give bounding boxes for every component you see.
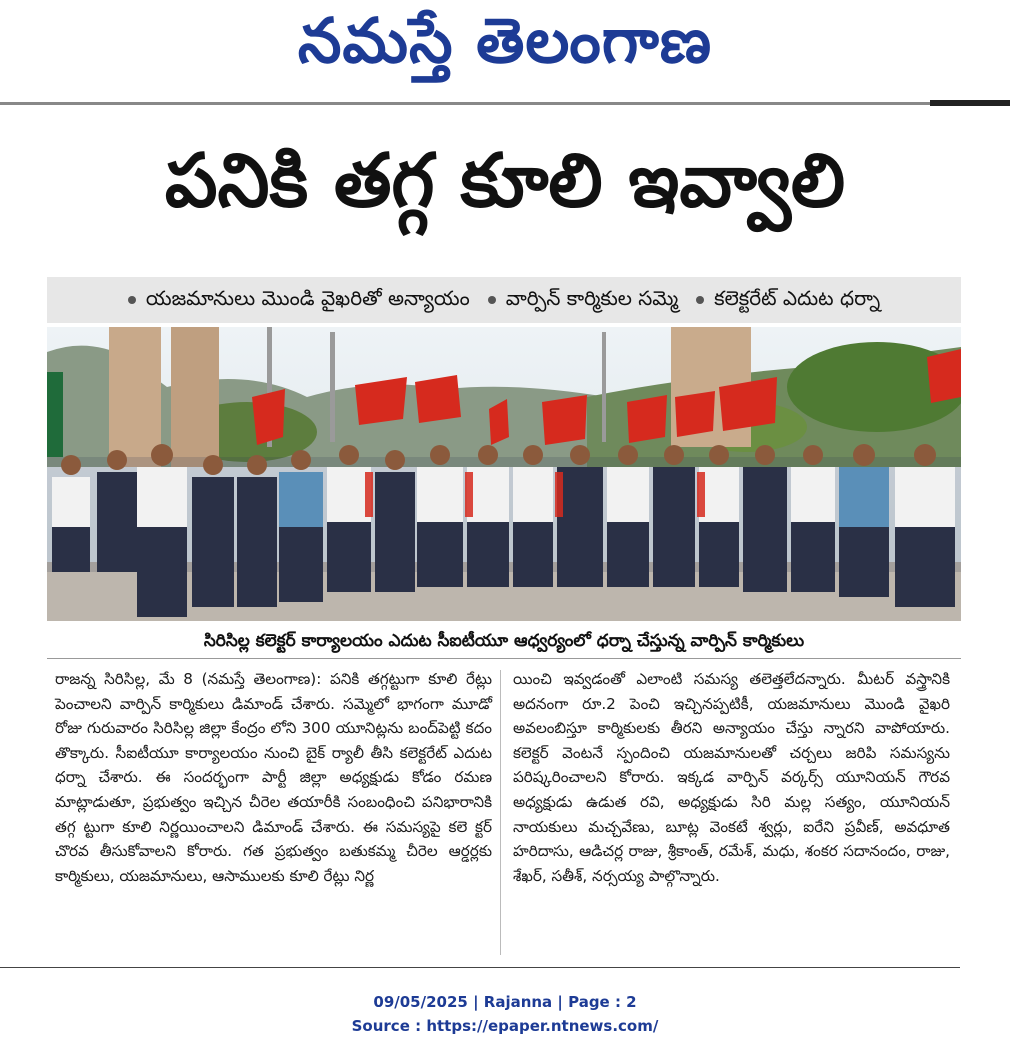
protest-photo-illustration [47,327,961,621]
subhead-item [696,286,880,315]
subhead-bar [47,277,961,323]
article-headline: పనికి తగ్గ కూలి ఇవ్వాలి [164,138,846,224]
edition-info: 09/05/2025 | Rajanna | Page : 2 [373,993,637,1011]
subhead-text: వార్పిన్ కార్మికుల సమ్మె [505,285,679,310]
bullet-icon [488,296,496,304]
article-body-right: యించి ఇవ్వడంతో ఎలాంటి సమస్య తలెత్తలేదన్నారు. మీటర్ వస్త్రానికి అదనంగా రూ.2 పెంచి ఇచ్చినప్పటికీ, యజమానులు మొండి వైఖరి అవలంబిస్తూ కార్మికులకు తీరని అన్యాయం చేస్తు న్నారని వాపోయారు. కలెక్టర్ వెంటనే స్పందించి యజమానులతో చర్చలు జరిపి సమస్యను పరిష్కరించాలని కోరారు. ఇక్కడ వార్పిన్ వర్కర్స్ యూనియన్ గౌరవ అధ్యక్షుడు ఉడుత రవి, అధ్యక్షుడు సిరి మల్ల సత్యం, యూనియన్ నాయకులు మచ్చవేణు, బూట్ల వెంకటే శ్వర్లు, ఐరేని ప్రవీణ్, అవధూత హరిదాసు, ఆడిచర్ల రాజు, శ్రీకాంత్, రమేశ్, మధు, శంకర సదానందం, రాజు, శేఖర్, సతీశ్, నర్సయ్య పాల్గొన్నారు. [513,670,950,885]
bullet-icon [696,296,704,304]
masthead-rule [0,102,930,105]
masthead-rule-accent [930,100,1010,106]
subhead-text: యజమానులు మొండి వైఖరితో అన్యాయం [145,285,470,310]
source-link[interactable]: Source : https://epaper.ntnews.com/ [351,1017,659,1035]
subhead-item [488,286,678,315]
article-body-left: రాజన్న సిరిసిల్ల, మే 8 (నమస్తే తెలంగాణ): పనికి తగ్గట్టుగా కూలి రేట్లు పెంచాలని వార్పిన్ కార్మికులు డిమాండ్ చేశారు. సమ్మెలో భాగంగా మూడో రోజు గురువారం సిరిసిల్ల జిల్లా కేంద్రం లోని 300 యూనిట్లను బంద్‌పెట్టి కదం తొక్కారు. సీఐటీయూ కార్యాలయం నుంచి బైక్ ర్యాలీ తీసి కలెక్టరేట్ ఎదుట ధర్నా చేశారు. ఈ సందర్భంగా పార్టీ జిల్లా అధ్యక్షుడు కోడం రమణ మాట్లాడుతూ, ప్రభుత్వం ఇచ్చిన చీరెల తయారీకి సంబంధించి పనిభారానికి తగ్గ ట్టుగా కూలి నిర్ణయించాలని డిమాండ్ చేశారు. ఈ సమస్యపై కలె క్టర్ చొరవ తీసుకోవాలని కోరారు. గత ప్రభుత్వం బతుకమ్మ చీరెల ఆర్డర్లకు కార్మికులు, యజమానులు, ఆసాములకు కూలి రేట్లు నిర్ణ [55,670,492,885]
page-footer [0,990,1010,1038]
bullet-icon [128,296,136,304]
masthead [0,0,1010,104]
photo-caption: సిరిసిల్ల కలెక్టర్ కార్యాలయం ఎదుట సీఐటీయూ ఆధ్వర్యంలో ధర్నా చేస్తున్న వార్పిన్ కార్మికులు [47,624,961,659]
column-divider [500,670,501,955]
protest-photo [47,327,961,621]
subhead-text: కలెక్టరేట్ ఎదుట ధర్నా [714,285,881,310]
subhead-item [128,286,470,315]
newspaper-logo: నమస్తే తెలంగాణ [297,4,713,77]
bottom-rule [0,967,960,968]
